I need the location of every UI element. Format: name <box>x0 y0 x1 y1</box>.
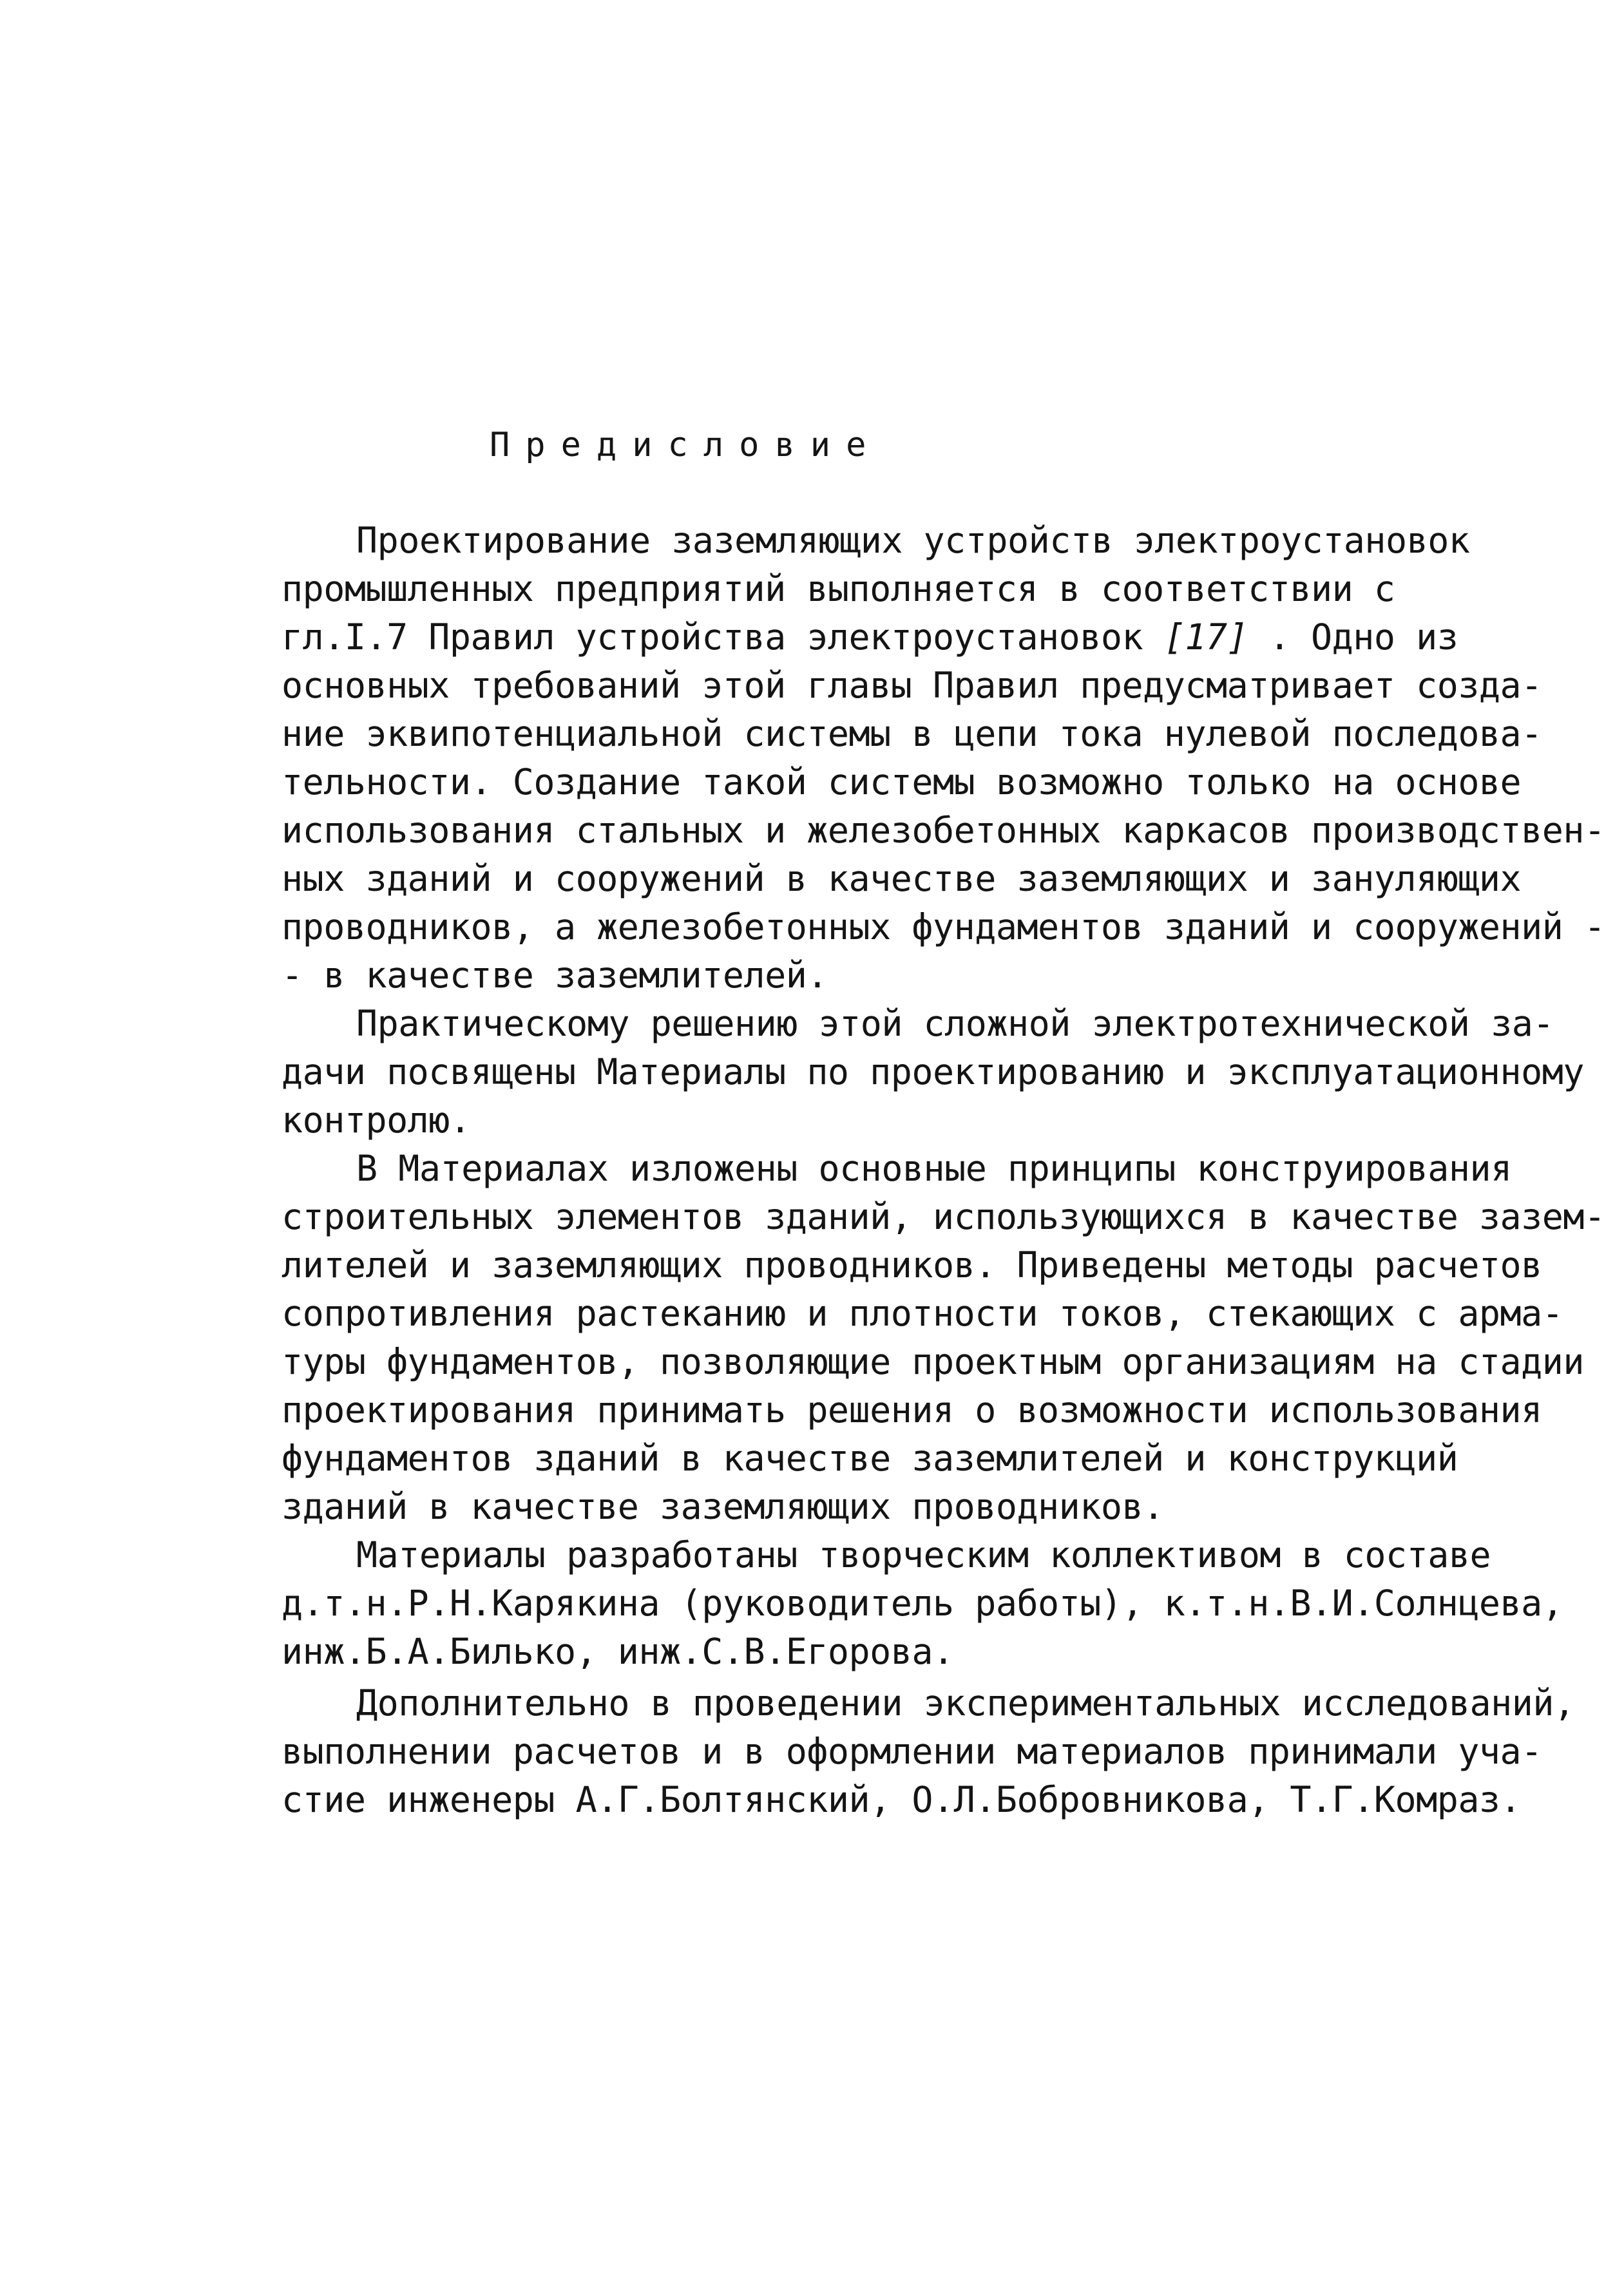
citation-reference: [17] <box>1163 616 1248 658</box>
text-line: Практическому решению этой сложной электротехнической за- <box>356 1003 1554 1044</box>
text-line: - в качестве заземлителей. <box>282 955 828 996</box>
text-fragment: . Одно из <box>1268 616 1458 658</box>
text-line: промышленных предприятий выполняется в соответствии с <box>282 568 1395 609</box>
text-line: лителей и заземляющих проводников. Приведены методы расчетов <box>282 1244 1542 1286</box>
page-title: Предисловие <box>490 426 882 464</box>
text-line: выполнении расчетов и в оформлении материалов принимали уча- <box>282 1731 1542 1772</box>
text-line: дачи посвящены Материалы по проектированию и эксплуатационному <box>282 1051 1584 1092</box>
text-line: использования стальных и железобетонных каркасов производствен- <box>282 810 1605 851</box>
text-line: строительных элементов зданий, использующихся в качестве зазем- <box>282 1196 1605 1237</box>
text-line: проектирования принимать решения о возможности использования <box>282 1389 1542 1431</box>
text-line: Дополнительно в проведении экспериментальных исследований, <box>356 1682 1575 1724</box>
text-line <box>282 616 1458 658</box>
text-line: фундаментов зданий в качестве заземлителей и конструкций <box>282 1438 1458 1479</box>
text-line: контролю. <box>282 1099 471 1141</box>
text-line: стие инженеры А.Г.Болтянский, О.Л.Бобровникова, Т.Г.Комраз. <box>282 1779 1522 1820</box>
text-line: туры фундаментов, позволяющие проектным организациям на стадии <box>282 1341 1584 1382</box>
text-line: д.т.н.Р.Н.Карякина (руководитель работы), к.т.н.В.И.Солнцева, <box>282 1583 1563 1624</box>
text-fragment: гл.I.7 Правил устройства электроустановок <box>282 616 1143 658</box>
text-line: инж.Б.А.Билько, инж.С.В.Егорова. <box>282 1631 954 1672</box>
text-line: сопротивления растеканию и плотности токов, стекающих с арма- <box>282 1293 1563 1334</box>
text-line: тельности. Создание такой системы возможно только на основе <box>282 761 1522 803</box>
text-line: Материалы разработаны творческим коллективом в составе <box>356 1534 1491 1575</box>
text-line: Проектирование заземляющих устройств электроустановок <box>356 520 1470 561</box>
text-line: В Материалах изложены основные принципы конструирования <box>356 1148 1512 1189</box>
text-line: зданий в качестве заземляющих проводников. <box>282 1486 1164 1527</box>
text-line: ных зданий и сооружений в качестве заземляющих и зануляющих <box>282 858 1522 899</box>
text-line: основных требований этой главы Правил предусматривает созда- <box>282 665 1542 706</box>
text-line: ние эквипотенциальной системы в цепи тока нулевой последова- <box>282 713 1542 754</box>
text-line: проводников, а железобетонных фундаментов зданий и сооружений - <box>282 906 1605 947</box>
